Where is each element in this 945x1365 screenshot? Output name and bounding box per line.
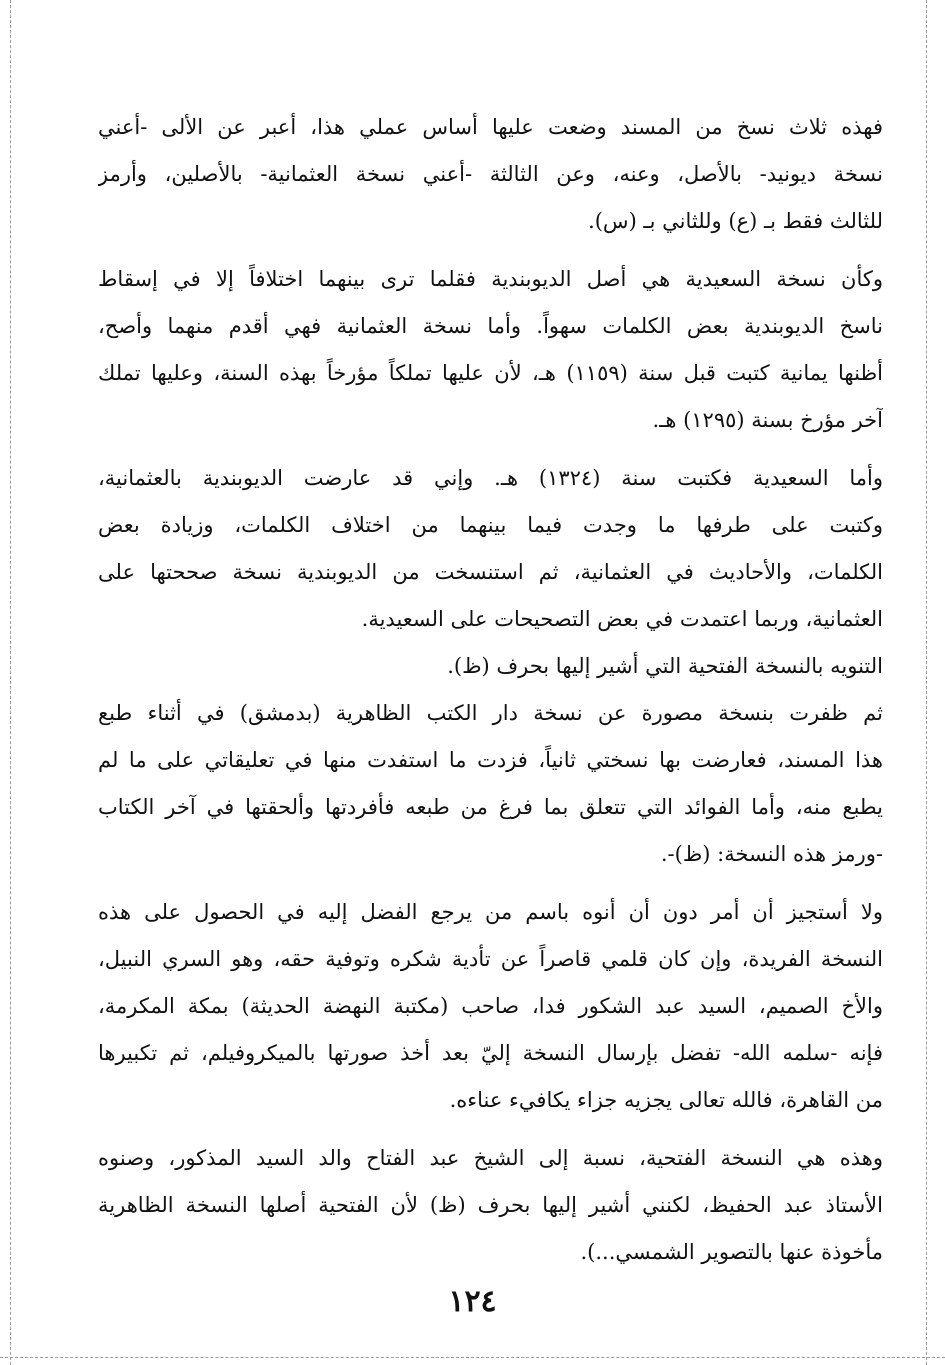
text-line: فإنه -سلمه الله- تفضل بإرسال النسخة إليّ بعد أخذ صورتها بالميكروفيلم، ثم تكبيرها: [98, 1041, 883, 1065]
paragraph: [98, 1135, 883, 1276]
text-line: يطبع منه، وأما الفوائد التي تتعلق بما فرغ من طبعه فأفردتها وألحقتها في آخر الكتاب: [98, 795, 883, 819]
text-line: النسخة الفريدة، وإن كان قلمي قاصراً عن تأدية شكره وتوفية حقه، وهو السري النبيل،: [98, 947, 883, 971]
text-line: وكتبت على طرفها ما وجدت فيما بينهما من اختلاف الكلمات، وزيادة بعض: [98, 513, 883, 537]
text-line: ناسخ الديوبندية بعض الكلمات سهواً. وأما نسخة العثمانية فهي أقدم منهما وأصح،: [98, 314, 883, 338]
text-line: أظنها يمانية كتبت قبل سنة (١١٥٩) هـ، لأن عليها تملكاً مؤرخاً بهذه السنة، وعليها تملك: [98, 361, 883, 385]
text-line: نسخة ديونيد- بالأصل، وعنه، وعن الثالثة -أعني نسخة العثمانية- بالأصلين، وأرمز: [98, 162, 883, 186]
text-line: العثمانية، وربما اعتمدت في بعض التصحيحات على السعيدية.: [361, 607, 883, 631]
left-margin-guide: [10, 0, 11, 1365]
text-line: ثم ظفرت بنسخة مصورة عن نسخة دار الكتب الظاهرية (بدمشق) في أثناء طبع: [98, 701, 883, 725]
document-body: [98, 104, 883, 1276]
text-line: مأخوذة عنها بالتصوير الشمسي...).: [580, 1240, 883, 1264]
text-line: ولا أستجيز أن أمر دون أن أنوه باسم من يرجع الفضل إليه في الحصول على هذه: [98, 900, 883, 924]
paragraph: [98, 256, 883, 444]
text-line: وهذه هي النسخة الفتحية، نسبة إلى الشيخ عبد الفتاح والد السيد المذكور، وصنوه: [98, 1146, 883, 1170]
page-number: ١٢٤: [448, 1284, 497, 1319]
paragraph: [98, 889, 883, 1124]
text-line: هذا المسند، فعارضت بها نسختي ثانياً، فزدت ما استفدت منها في تعليقاتي على ما لم: [98, 748, 883, 772]
text-line: والأخ الصميم، السيد عبد الشكور فدا، صاحب (مكتبة النهضة الحديثة) بمكة المكرمة،: [98, 994, 883, 1018]
text-line: -ورمز هذه النسخة: (ظ)-.: [660, 842, 883, 866]
paragraph: [98, 690, 883, 878]
text-line: وكأن نسخة السعيدية هي أصل الديوبندية فقلما ترى بينهما اختلافاً إلا في إسقاط: [98, 267, 883, 291]
paragraph: [98, 104, 883, 245]
text-line: الأستاذ عبد الحفيظ، لكنني أشير إليها بحرف (ظ) لأن الفتحية أصلها النسخة الظاهرية: [98, 1193, 883, 1217]
text-line: من القاهرة، فالله تعالى يجزيه جزاء يكافيء عناءه.: [449, 1088, 883, 1112]
text-line: الكلمات، والأحاديث في العثمانية، ثم استنسخت من الديوبندية نسخة صححتها على: [98, 560, 883, 584]
text-line: آخر مؤرخ بسنة (١٢٩٥) هـ.: [652, 408, 883, 432]
paragraph: [98, 455, 883, 643]
right-margin-guide: [926, 0, 927, 1365]
text-line: فهذه ثلاث نسخ من المسند وضعت عليها أساس عملي هذا، أعبر عن الألى -أعني: [98, 115, 883, 139]
bottom-margin-guide: [0, 1357, 945, 1358]
section-heading: [98, 643, 883, 690]
text-line: التنويه بالنسخة الفتحية التي أشير إليها بحرف (ظ).: [447, 654, 883, 678]
text-line: للثالث فقط بـ (ع) وللثاني بـ (س).: [588, 209, 883, 233]
text-line: وأما السعيدية فكتبت سنة (١٣٢٤) هـ. وإني قد عارضت الديوبندية بالعثمانية،: [98, 466, 883, 490]
